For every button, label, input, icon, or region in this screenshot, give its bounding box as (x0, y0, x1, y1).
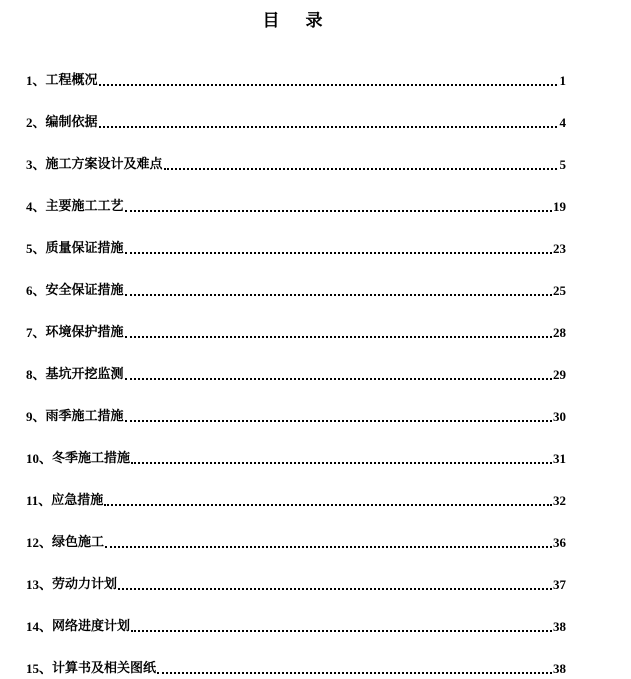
toc-entry-page-number: 19 (553, 199, 566, 214)
toc-entry-page-number: 30 (553, 409, 566, 424)
toc-title: 目 录 (262, 11, 333, 31)
toc-dot-leader (157, 672, 552, 674)
toc-entry[interactable] (26, 133, 566, 175)
toc-entry-number: 4、 (26, 199, 46, 214)
toc-entry-label: 环境保护措施 (45, 325, 124, 340)
toc-list (26, 49, 566, 679)
toc-entry[interactable] (26, 511, 566, 553)
toc-entry-number: 11、 (26, 493, 52, 508)
toc-entry-label: 施工方案设计及难点 (45, 157, 163, 172)
toc-entry-label: 冬季施工措施 (52, 451, 131, 466)
toc-entry-number: 7、 (26, 325, 46, 340)
toc-entry[interactable] (26, 469, 566, 511)
toc-entry-page-number: 29 (553, 367, 566, 382)
toc-entry[interactable] (26, 217, 566, 259)
toc-entry-label: 基坑开挖监测 (45, 367, 124, 382)
toc-dot-leader (125, 378, 552, 380)
toc-entry-number: 15、 (26, 661, 53, 676)
toc-entry-number: 5、 (26, 241, 46, 256)
toc-entry-page-number: 5 (559, 157, 566, 172)
toc-entry-number: 13、 (26, 577, 53, 592)
toc-entry[interactable] (26, 343, 566, 385)
toc-entry-label: 计算书及相关图纸 (52, 661, 157, 676)
toc-entry-label: 网络进度计划 (52, 619, 131, 634)
toc-entry[interactable] (26, 175, 566, 217)
toc-entry[interactable] (26, 91, 566, 133)
toc-dot-leader (164, 168, 557, 170)
toc-entry-page-number: 4 (559, 115, 566, 130)
toc-entry-number: 3、 (26, 157, 46, 172)
toc-dot-leader (125, 252, 552, 254)
toc-dot-leader (104, 504, 552, 506)
toc-entry-label: 劳动力计划 (52, 577, 118, 592)
toc-entry-page-number: 28 (553, 325, 566, 340)
toc-entry-number: 8、 (26, 367, 46, 382)
toc-entry-label: 安全保证措施 (45, 283, 124, 298)
toc-entry-page-number: 38 (553, 661, 566, 676)
toc-dot-leader (105, 546, 552, 548)
toc-dot-leader (131, 462, 552, 464)
toc-entry[interactable] (26, 427, 566, 469)
toc-entry-page-number: 36 (553, 535, 566, 550)
toc-entry-label: 雨季施工措施 (45, 409, 124, 424)
toc-entry-number: 2、 (26, 115, 46, 130)
toc-entry-label: 工程概况 (45, 73, 98, 88)
toc-entry-page-number: 1 (559, 73, 566, 88)
toc-entry-page-number: 23 (553, 241, 566, 256)
toc-entry-label: 绿色施工 (52, 535, 105, 550)
toc-dot-leader (99, 84, 557, 86)
toc-entry-page-number: 25 (553, 283, 566, 298)
toc-entry[interactable] (26, 595, 566, 637)
toc-dot-leader (125, 336, 552, 338)
toc-entry-number: 12、 (26, 535, 53, 550)
toc-entry-number: 6、 (26, 283, 46, 298)
toc-entry[interactable] (26, 385, 566, 427)
toc-entry[interactable] (26, 301, 566, 343)
toc-dot-leader (131, 630, 552, 632)
toc-entry-page-number: 31 (553, 451, 566, 466)
toc-dot-leader (125, 294, 552, 296)
toc-entry-number: 14、 (26, 619, 53, 634)
toc-entry[interactable] (26, 553, 566, 595)
toc-entry-label: 编制依据 (45, 115, 98, 130)
toc-entry-number: 1、 (26, 73, 46, 88)
toc-dot-leader (118, 588, 552, 590)
toc-entry[interactable] (26, 49, 566, 91)
toc-entry-label: 主要施工工艺 (45, 199, 124, 214)
toc-entry-number: 9、 (26, 409, 46, 424)
toc-entry-page-number: 37 (553, 577, 566, 592)
toc-entry-label: 应急措施 (51, 493, 104, 508)
toc-entry[interactable] (26, 637, 566, 679)
toc-dot-leader (125, 420, 552, 422)
toc-entry-label: 质量保证措施 (45, 241, 124, 256)
toc-entry[interactable] (26, 259, 566, 301)
toc-entry-number: 10、 (26, 451, 53, 466)
toc-entry-page-number: 32 (553, 493, 566, 508)
toc-dot-leader (99, 126, 557, 128)
toc-entry-page-number: 38 (553, 619, 566, 634)
toc-dot-leader (125, 210, 552, 212)
